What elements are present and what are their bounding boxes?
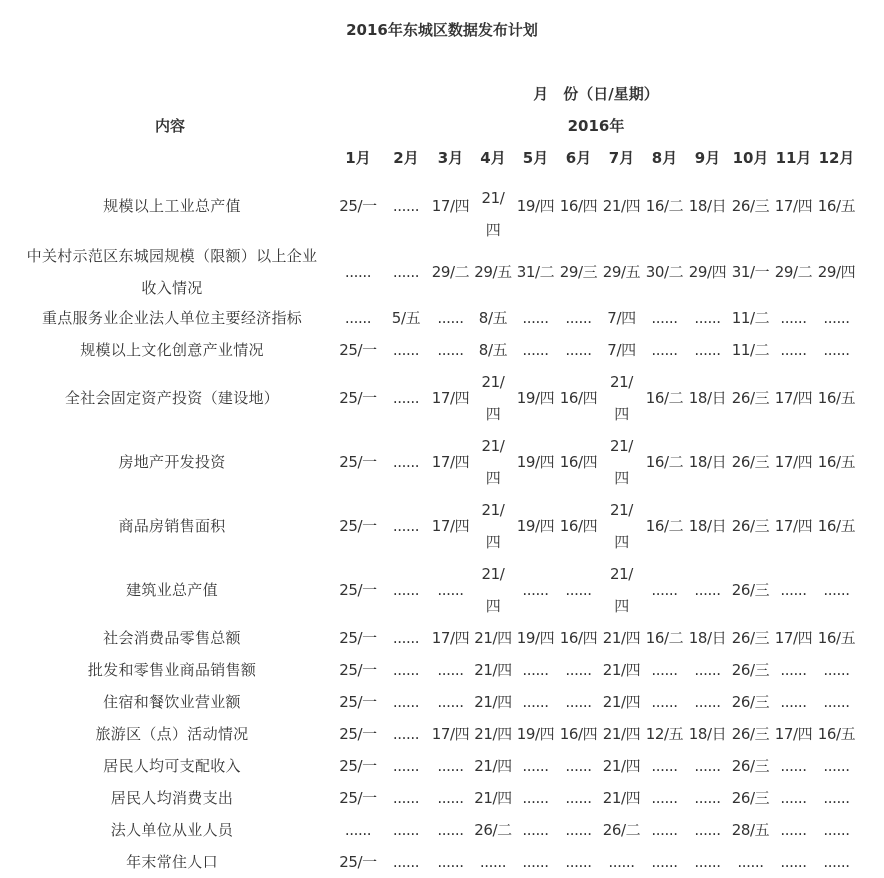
- schedule-cell: ......: [694, 789, 721, 807]
- schedule-cell: 19/四: [516, 453, 555, 471]
- schedule-cell: ......: [565, 821, 592, 839]
- schedule-cell: 25/一: [339, 629, 377, 647]
- schedule-cell: 29/五: [602, 263, 641, 281]
- month-header-cell: 3月: [437, 149, 464, 167]
- schedule-cell: 8/五: [478, 309, 508, 327]
- schedule-cell: ......: [522, 757, 549, 775]
- row-label: [14, 510, 330, 542]
- schedule-cell: 25/一: [339, 389, 377, 407]
- schedule-cell: 19/四: [516, 389, 555, 407]
- schedule-cell: 25/一: [339, 341, 377, 359]
- schedule-cell: 29/四: [817, 263, 856, 281]
- row-label: [14, 654, 330, 686]
- schedule-cell: ......: [780, 789, 807, 807]
- schedule-cell: ......: [737, 853, 764, 871]
- schedule-cell: 17/四: [774, 453, 813, 471]
- schedule-cell: ......: [651, 661, 678, 679]
- schedule-cell: 25/一: [339, 693, 377, 711]
- schedule-cell: 16/五: [817, 517, 856, 535]
- schedule-cell: ......: [565, 341, 592, 359]
- schedule-cell: 21/四: [602, 693, 641, 711]
- schedule-cell: 26/三: [731, 629, 770, 647]
- schedule-cell: 17/四: [431, 725, 470, 743]
- row-label: [14, 446, 330, 478]
- schedule-cell: ......: [823, 309, 850, 327]
- month-header-cell: 2月: [393, 149, 419, 167]
- schedule-cell: ......: [565, 309, 592, 327]
- schedule-cell: 16/二: [645, 453, 684, 471]
- row-label: [14, 382, 330, 414]
- schedule-cell: 29/二: [431, 263, 470, 281]
- schedule-cell: 21/四: [602, 661, 641, 679]
- row-label-line: 房地产开发投资: [118, 453, 226, 471]
- schedule-cell: ......: [522, 581, 549, 599]
- schedule-cell: 21/四: [481, 501, 505, 551]
- row-label-line: 中关村示范区东城园规模（限额）以上企业: [26, 247, 318, 265]
- schedule-cell: ......: [694, 661, 721, 679]
- schedule-cell: 19/四: [516, 725, 555, 743]
- schedule-cell: 26/三: [731, 581, 770, 599]
- schedule-cell: ......: [694, 309, 721, 327]
- schedule-cell: ......: [823, 341, 850, 359]
- schedule-cell: 26/三: [731, 517, 770, 535]
- schedule-cell: 25/一: [339, 453, 377, 471]
- row-label-line: 住宿和餐饮业营业额: [103, 693, 241, 711]
- schedule-cell: ......: [565, 789, 592, 807]
- schedule-cell: 17/四: [774, 197, 813, 215]
- month-header-cell: 8月: [651, 149, 678, 167]
- schedule-cell: 21/四: [481, 189, 505, 239]
- schedule-cell: 25/一: [339, 757, 377, 775]
- schedule-cell: 31/二: [516, 263, 555, 281]
- schedule-cell: 11/二: [731, 341, 770, 359]
- schedule-cell: ......: [694, 853, 721, 871]
- schedule-cell: ......: [392, 789, 420, 807]
- schedule-cell: ......: [780, 661, 807, 679]
- schedule-cell: ......: [344, 263, 372, 281]
- schedule-cell: ......: [437, 821, 464, 839]
- row-label-line: 居民人均可支配收入: [103, 757, 241, 775]
- schedule-cell: 26/三: [731, 789, 770, 807]
- schedule-cell: 26/三: [731, 453, 770, 471]
- schedule-cell: 17/四: [431, 453, 470, 471]
- schedule-cell: ......: [392, 661, 420, 679]
- schedule-cell: 11/二: [731, 309, 770, 327]
- schedule-cell: ......: [651, 821, 678, 839]
- schedule-cell: 16/四: [559, 197, 598, 215]
- schedule-cell: 29/二: [774, 263, 813, 281]
- row-label: [14, 190, 330, 222]
- schedule-cell: 18/日: [688, 629, 727, 647]
- schedule-cell: 18/日: [688, 197, 727, 215]
- row-label: [14, 574, 330, 606]
- schedule-cell: ......: [651, 789, 678, 807]
- schedule-cell: ......: [823, 853, 850, 871]
- schedule-cell: 29/四: [688, 263, 727, 281]
- schedule-cell: 21/四: [602, 725, 641, 743]
- schedule-cell: 16/五: [817, 629, 856, 647]
- schedule-cell: 25/一: [339, 197, 377, 215]
- schedule-cell: 16/四: [559, 517, 598, 535]
- schedule-cell: ......: [823, 581, 850, 599]
- schedule-cell: ......: [392, 725, 420, 743]
- schedule-cell: 26/三: [731, 389, 770, 407]
- schedule-cell: 17/四: [774, 517, 813, 535]
- schedule-cell: ......: [823, 661, 850, 679]
- row-label-line: 规模以上文化创意产业情况: [80, 341, 264, 359]
- row-label-line: 建筑业总产值: [126, 581, 218, 599]
- schedule-cell: 25/一: [339, 789, 377, 807]
- schedule-cell: ......: [651, 693, 678, 711]
- schedule-cell: ......: [565, 693, 592, 711]
- schedule-cell: ......: [522, 661, 549, 679]
- schedule-cell: ......: [392, 263, 420, 281]
- month-header-cell: 4月: [480, 149, 506, 167]
- schedule-cell: ......: [437, 789, 464, 807]
- schedule-cell: ......: [694, 757, 721, 775]
- schedule-cell: 29/三: [559, 263, 598, 281]
- schedule-cell: 19/四: [516, 517, 555, 535]
- row-label: [14, 686, 330, 718]
- schedule-cell: 16/五: [817, 389, 856, 407]
- schedule-cell: 26/三: [731, 725, 770, 743]
- schedule-cell: ......: [392, 853, 420, 871]
- schedule-cell: ......: [651, 853, 678, 871]
- schedule-cell: 21/四: [610, 501, 633, 551]
- schedule-cell: ......: [780, 581, 807, 599]
- schedule-cell: ......: [479, 853, 507, 871]
- row-label-line: 全社会固定资产投资（建设地）: [64, 389, 280, 407]
- schedule-cell: ......: [522, 341, 549, 359]
- schedule-cell: ......: [780, 341, 807, 359]
- schedule-cell: 16/五: [817, 725, 856, 743]
- schedule-cell: 21/四: [474, 629, 512, 647]
- row-label-line: 旅游区（点）活动情况: [95, 725, 249, 743]
- schedule-cell: ......: [823, 821, 850, 839]
- schedule-cell: 21/四: [481, 565, 505, 615]
- schedule-cell: 26/二: [474, 821, 512, 839]
- row-label-line: 批发和零售业商品销售额: [87, 661, 257, 679]
- schedule-cell: 21/四: [474, 757, 512, 775]
- schedule-cell: 17/四: [774, 629, 813, 647]
- schedule-cell: 16/五: [817, 453, 856, 471]
- schedule-cell: ......: [694, 821, 721, 839]
- schedule-cell: 25/一: [339, 517, 377, 535]
- schedule-cell: 25/一: [339, 853, 377, 871]
- schedule-cell: 21/四: [602, 629, 641, 647]
- row-label-line: 规模以上工业总产值: [103, 197, 241, 215]
- schedule-cell: ......: [651, 309, 678, 327]
- schedule-cell: ......: [344, 309, 372, 327]
- row-label: [14, 302, 330, 334]
- schedule-cell: ......: [437, 581, 464, 599]
- schedule-cell: 21/四: [474, 789, 512, 807]
- schedule-cell: 19/四: [516, 197, 555, 215]
- schedule-cell: ......: [522, 309, 549, 327]
- schedule-cell: 21/四: [474, 693, 512, 711]
- schedule-cell: ......: [392, 389, 420, 407]
- schedule-cell: ......: [437, 341, 464, 359]
- row-label: [14, 334, 330, 366]
- row-label: [14, 750, 330, 782]
- schedule-cell: 26/三: [731, 693, 770, 711]
- schedule-cell: ......: [694, 581, 721, 599]
- schedule-cell: ......: [694, 341, 721, 359]
- schedule-cell: 25/一: [339, 581, 377, 599]
- schedule-cell: 7/四: [607, 309, 636, 327]
- schedule-cell: ......: [437, 661, 464, 679]
- schedule-cell: ......: [392, 757, 420, 775]
- schedule-cell: ......: [437, 853, 464, 871]
- schedule-cell: 18/日: [688, 725, 727, 743]
- schedule-cell: 16/四: [559, 725, 598, 743]
- schedule-cell: ......: [522, 821, 549, 839]
- month-header-cell: 5月: [522, 149, 549, 167]
- schedule-cell: 21/四: [602, 757, 641, 775]
- row-label-line: 社会消费品零售总额: [103, 629, 241, 647]
- row-label-line: 重点服务业企业法人单位主要经济指标: [41, 309, 303, 327]
- schedule-cell: 21/四: [602, 789, 641, 807]
- schedule-cell: 21/四: [610, 373, 633, 423]
- month-header-cell: 1月: [345, 149, 371, 167]
- schedule-cell: 16/四: [559, 389, 598, 407]
- year-header: 2016年: [567, 117, 625, 135]
- schedule-cell: 16/二: [645, 389, 684, 407]
- schedule-cell: 17/四: [774, 725, 813, 743]
- schedule-cell: 17/四: [774, 389, 813, 407]
- schedule-cell: 31/一: [731, 263, 770, 281]
- schedule-cell: ......: [392, 517, 420, 535]
- schedule-cell: ......: [392, 629, 420, 647]
- schedule-cell: 26/三: [731, 757, 770, 775]
- schedule-cell: 18/日: [688, 517, 727, 535]
- row-label: [14, 718, 330, 750]
- schedule-cell: 16/四: [559, 453, 598, 471]
- schedule-cell: 17/四: [431, 629, 470, 647]
- schedule-cell: ......: [823, 757, 850, 775]
- schedule-cell: ......: [565, 757, 592, 775]
- row-label-line: 年末常住人口: [126, 853, 218, 871]
- row-label: [14, 846, 330, 878]
- schedule-cell: 28/五: [731, 821, 770, 839]
- schedule-cell: ......: [823, 789, 850, 807]
- content-header: 内容: [154, 117, 185, 135]
- schedule-cell: 16/四: [559, 629, 598, 647]
- schedule-cell: ......: [437, 309, 464, 327]
- schedule-cell: ......: [565, 661, 592, 679]
- schedule-cell: 21/四: [610, 437, 633, 487]
- schedule-cell: 16/二: [645, 629, 684, 647]
- schedule-cell: ......: [780, 757, 807, 775]
- month-header-cell: 10月: [732, 149, 769, 167]
- row-label-line: 法人单位从业人员: [110, 821, 234, 839]
- schedule-cell: ......: [565, 853, 592, 871]
- month-header: 月 份（日/星期）: [533, 85, 659, 103]
- schedule-cell: ......: [437, 693, 464, 711]
- schedule-cell: 18/日: [688, 453, 727, 471]
- schedule-cell: ......: [651, 341, 678, 359]
- schedule-cell: 16/五: [817, 197, 856, 215]
- row-label: [14, 622, 330, 654]
- schedule-cell: ......: [392, 821, 420, 839]
- schedule-cell: 26/二: [602, 821, 641, 839]
- schedule-cell: 21/四: [474, 725, 512, 743]
- schedule-cell: ......: [392, 341, 420, 359]
- month-header-cell: 12月: [818, 149, 855, 167]
- schedule-cell: ......: [651, 581, 678, 599]
- schedule-cell: 25/一: [339, 661, 377, 679]
- schedule-cell: 19/四: [516, 629, 555, 647]
- schedule-cell: ......: [780, 853, 807, 871]
- schedule-cell: 26/三: [731, 197, 770, 215]
- month-header-cell: 11月: [775, 149, 812, 167]
- schedule-cell: ......: [651, 757, 678, 775]
- schedule-cell: ......: [780, 821, 807, 839]
- schedule-cell: ......: [522, 789, 549, 807]
- schedule-cell: 16/二: [645, 197, 684, 215]
- schedule-cell: 7/四: [607, 341, 636, 359]
- schedule-cell: 30/二: [645, 263, 684, 281]
- month-header-cell: 9月: [694, 149, 721, 167]
- schedule-cell: ......: [392, 581, 420, 599]
- row-label-line: 收入情况: [141, 279, 203, 297]
- schedule-cell: ......: [823, 693, 850, 711]
- schedule-cell: 8/五: [478, 341, 508, 359]
- schedule-cell: 21/四: [481, 437, 505, 487]
- schedule-cell: 17/四: [431, 197, 470, 215]
- schedule-cell: ......: [694, 693, 721, 711]
- schedule-cell: 29/五: [474, 263, 512, 281]
- row-label-line: 居民人均消费支出: [110, 789, 234, 807]
- row-label: [14, 240, 330, 304]
- schedule-cell: ......: [608, 853, 635, 871]
- month-header-cell: 7月: [608, 149, 635, 167]
- row-label: [14, 782, 330, 814]
- schedule-cell: 12/五: [645, 725, 684, 743]
- schedule-cell: ......: [437, 757, 464, 775]
- schedule-cell: 17/四: [431, 517, 470, 535]
- schedule-cell: 21/四: [474, 661, 512, 679]
- schedule-cell: ......: [392, 693, 420, 711]
- schedule-cell: 21/四: [602, 197, 641, 215]
- row-label-line: 商品房销售面积: [118, 517, 226, 535]
- page-title: 2016年东城区数据发布计划: [346, 21, 538, 39]
- schedule-cell: ......: [392, 453, 420, 471]
- schedule-cell: ......: [522, 693, 549, 711]
- schedule-cell: ......: [392, 197, 420, 215]
- schedule-cell: ......: [780, 693, 807, 711]
- schedule-cell: 17/四: [431, 389, 470, 407]
- schedule-cell: ......: [522, 853, 549, 871]
- schedule-cell: 21/四: [481, 373, 505, 423]
- schedule-cell: 18/日: [688, 389, 727, 407]
- schedule-cell: 25/一: [339, 725, 377, 743]
- schedule-cell: 5/五: [391, 309, 421, 327]
- schedule-cell: 21/四: [610, 565, 633, 615]
- schedule-cell: 26/三: [731, 661, 770, 679]
- schedule-cell: 16/二: [645, 517, 684, 535]
- month-header-cell: 6月: [565, 149, 592, 167]
- schedule-cell: ......: [780, 309, 807, 327]
- row-label: [14, 814, 330, 846]
- schedule-cell: ......: [344, 821, 372, 839]
- schedule-cell: ......: [565, 581, 592, 599]
